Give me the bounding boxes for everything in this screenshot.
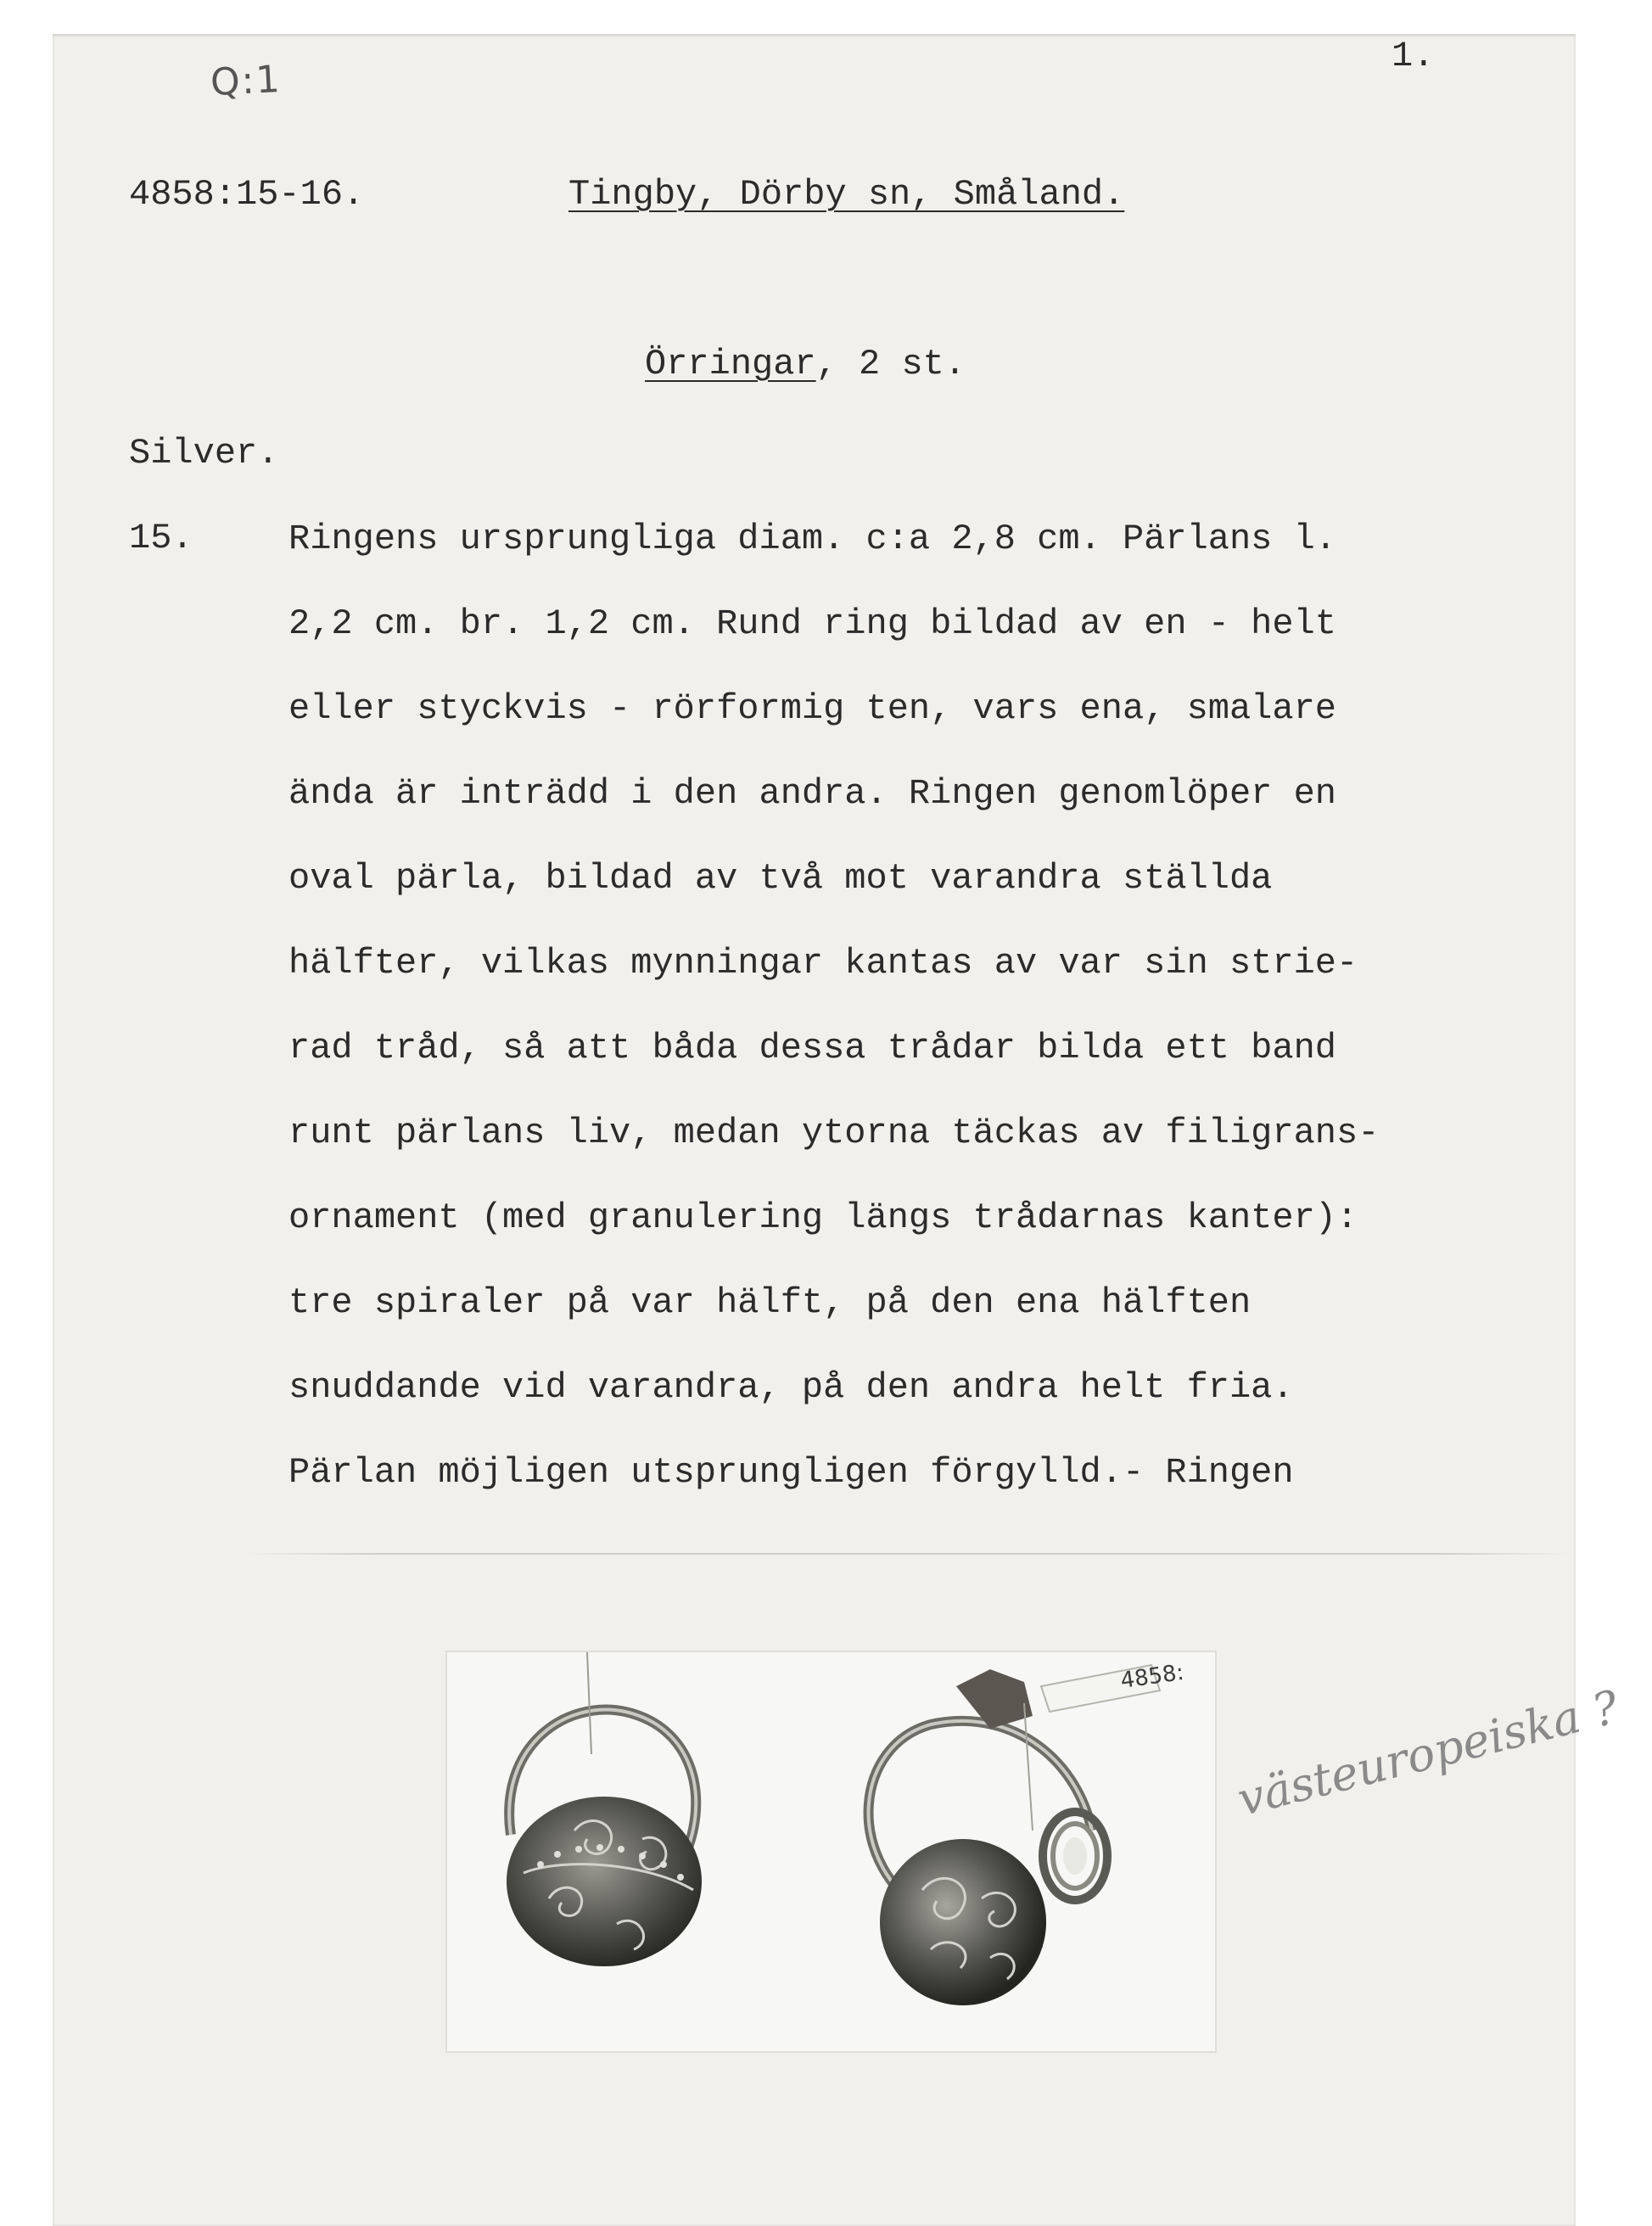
item-description	[288, 518, 1379, 1536]
description-line: tre spiraler på var hälft, på den ena hälften	[288, 1282, 1252, 1323]
description-line: Pärlan möjligen utsprungligen förgylld.- Ringen	[288, 1452, 1294, 1493]
right-earring	[869, 1660, 1186, 2005]
object-name: Örringar	[645, 344, 816, 384]
description-line: oval pärla, bildad av två mot varandra ställda	[288, 858, 1273, 899]
catalog-number: 4858:15-16.	[129, 174, 365, 215]
description-line: ornament (med granulering längs trådarnas kanter):	[288, 1197, 1358, 1238]
description-line: snuddande vid varandra, på den andra helt fria.	[288, 1367, 1294, 1408]
description-line: Ringens ursprungliga diam. c:a 2,8 cm. Pärlans l.	[288, 519, 1337, 559]
description-line: rad tråd, så att båda dessa trådar bilda ett band	[288, 1028, 1337, 1068]
description-line: ända är inträdd i den andra. Ringen genomlöper en	[288, 773, 1337, 814]
description-line: hälfter, vilkas mynningar kantas av var sin strie-	[288, 943, 1358, 984]
object-title	[645, 344, 966, 384]
divider	[246, 1553, 1570, 1555]
object-count: , 2 st.	[815, 344, 966, 384]
handwritten-annotation: västeuropeiska ?	[1232, 1679, 1624, 1827]
locality-heading	[568, 174, 1124, 215]
left-earring	[507, 1652, 702, 1966]
material: Silver.	[129, 433, 279, 474]
description-line: runt pärlans liv, medan ytorna täckas av filigrans-	[288, 1113, 1380, 1153]
page-number: 1.	[1392, 36, 1435, 76]
earring-photograph	[445, 1651, 1217, 2053]
handwritten-reference: Q:1	[209, 57, 283, 105]
description-line: 2,2 cm. br. 1,2 cm. Rund ring bildad av en - helt	[288, 603, 1337, 644]
locality-text: Tingby, Dörby sn, Småland.	[568, 174, 1125, 215]
item-number: 15.	[129, 518, 193, 558]
coiled-ring	[1043, 1812, 1107, 1900]
description-line: eller styckvis - rörformig ten, vars ena, smalare	[288, 688, 1337, 729]
photo-label-tag: 4858:	[1118, 1659, 1186, 1694]
